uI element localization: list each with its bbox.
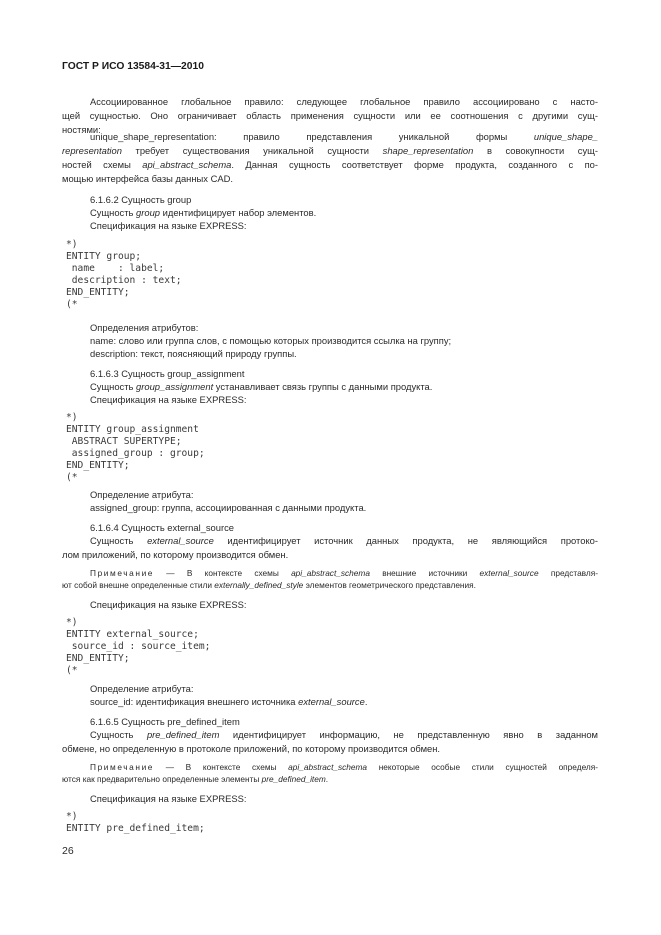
description-line: обмене, но определенную в протоколе приложений, по которому производится обмен.: [62, 743, 441, 754]
note-external-source: [62, 567, 598, 591]
description-line: лом приложений, по которому производится обмен.: [62, 549, 289, 560]
note-pre-defined-item: [62, 761, 598, 785]
note-line: Примечание — В контексте схемы api_abstract_schema некоторые особые стили сущностей определя-: [90, 762, 599, 772]
express-spec-label: Спецификация на языке EXPRESS:: [90, 793, 247, 804]
intro-line: ностями:: [62, 124, 101, 135]
document-header: ГОСТ Р ИСО 13584-31—2010: [62, 61, 204, 72]
attribute-definition: description: текст, поясняющий природу группы.: [90, 348, 297, 359]
attribute-definitions-title: Определения атрибутов:: [90, 322, 199, 333]
section-heading-group: 6.1.6.2 Сущность group: [90, 194, 192, 205]
attribute-definition: source_id: идентификация внешнего источника external_source.: [90, 696, 368, 707]
group-description: Сущность group идентифицирует набор элементов.: [90, 207, 317, 218]
note-label: Примечание: [90, 568, 155, 578]
section-heading-pre-defined-item: 6.1.6.5 Сущность pre_defined_item: [90, 716, 240, 727]
rule-line: representation требует существования уникальной сущности shape_representation в совокупности сущ-: [62, 145, 599, 156]
section-heading-group-assignment: 6.1.6.3 Сущность group_assignment: [90, 368, 245, 379]
rule-line: мощью интерфейса базы данных CAD.: [62, 173, 233, 184]
note-line: ют собой внешне определенные стили externally_defined_style элементов геометрического представления.: [62, 580, 476, 590]
express-code-group: *) ENTITY group; name : label; description : text; END_ENTITY; (*: [66, 239, 182, 310]
pre-defined-item-description: [62, 728, 598, 756]
rule-line: ностей схемы api_abstract_schema. Данная сущность соответствует форме продукта, созданного с по-: [62, 159, 598, 170]
attribute-definition-title: Определение атрибута:: [90, 683, 194, 694]
express-spec-label: Спецификация на языке EXPRESS:: [90, 599, 247, 610]
express-code-pre-defined-item: *) ENTITY pre_defined_item;: [66, 811, 205, 834]
group-assignment-description: Сущность group_assignment устанавливает связь группы с данными продукта.: [90, 381, 433, 392]
description-line: Сущность pre_defined_item идентифицирует информацию, не представленную явно в заданном: [90, 729, 598, 740]
external-source-description: [62, 534, 598, 562]
express-spec-label: Спецификация на языке EXPRESS:: [90, 220, 247, 231]
intro-line: Ассоциированное глобальное правило: следующее глобальное правило ассоциировано с насто-: [90, 96, 598, 107]
note-line: ются как предварительно определенные элементы pre_defined_item.: [62, 774, 329, 784]
attribute-definition: assigned_group: группа, ассоциированная с данными продукта.: [90, 502, 367, 513]
description-line: Сущность external_source идентифицирует источник данных продукта, не являющийся протоко-: [90, 535, 598, 546]
attribute-definition-title: Определение атрибута:: [90, 489, 194, 500]
unique-shape-rule-paragraph: [62, 130, 598, 186]
express-code-group-assignment: *) ENTITY group_assignment ABSTRACT SUPERTYPE; assigned_group : group; END_ENTITY; (*: [66, 412, 205, 483]
express-spec-label: Спецификация на языке EXPRESS:: [90, 394, 247, 405]
note-line: Примечание — В контексте схемы api_abstract_schema внешние источники external_source представля-: [90, 568, 598, 578]
rule-line: unique_shape_representation: правило представления уникальной формы unique_shape_: [90, 131, 598, 142]
page-number: 26: [62, 845, 74, 857]
section-heading-external-source: 6.1.6.4 Сущность external_source: [90, 522, 235, 533]
express-code-external-source: *) ENTITY external_source; source_id : source_item; END_ENTITY; (*: [66, 617, 211, 676]
note-label: Примечание: [90, 762, 155, 772]
intro-line: щей сущностью. Оно ограничивает область применения сущности или ее соотношения с другими сущ-: [62, 110, 598, 121]
attribute-definition: name: слово или группа слов, с помощью которых производится ссылка на группу;: [90, 335, 452, 346]
